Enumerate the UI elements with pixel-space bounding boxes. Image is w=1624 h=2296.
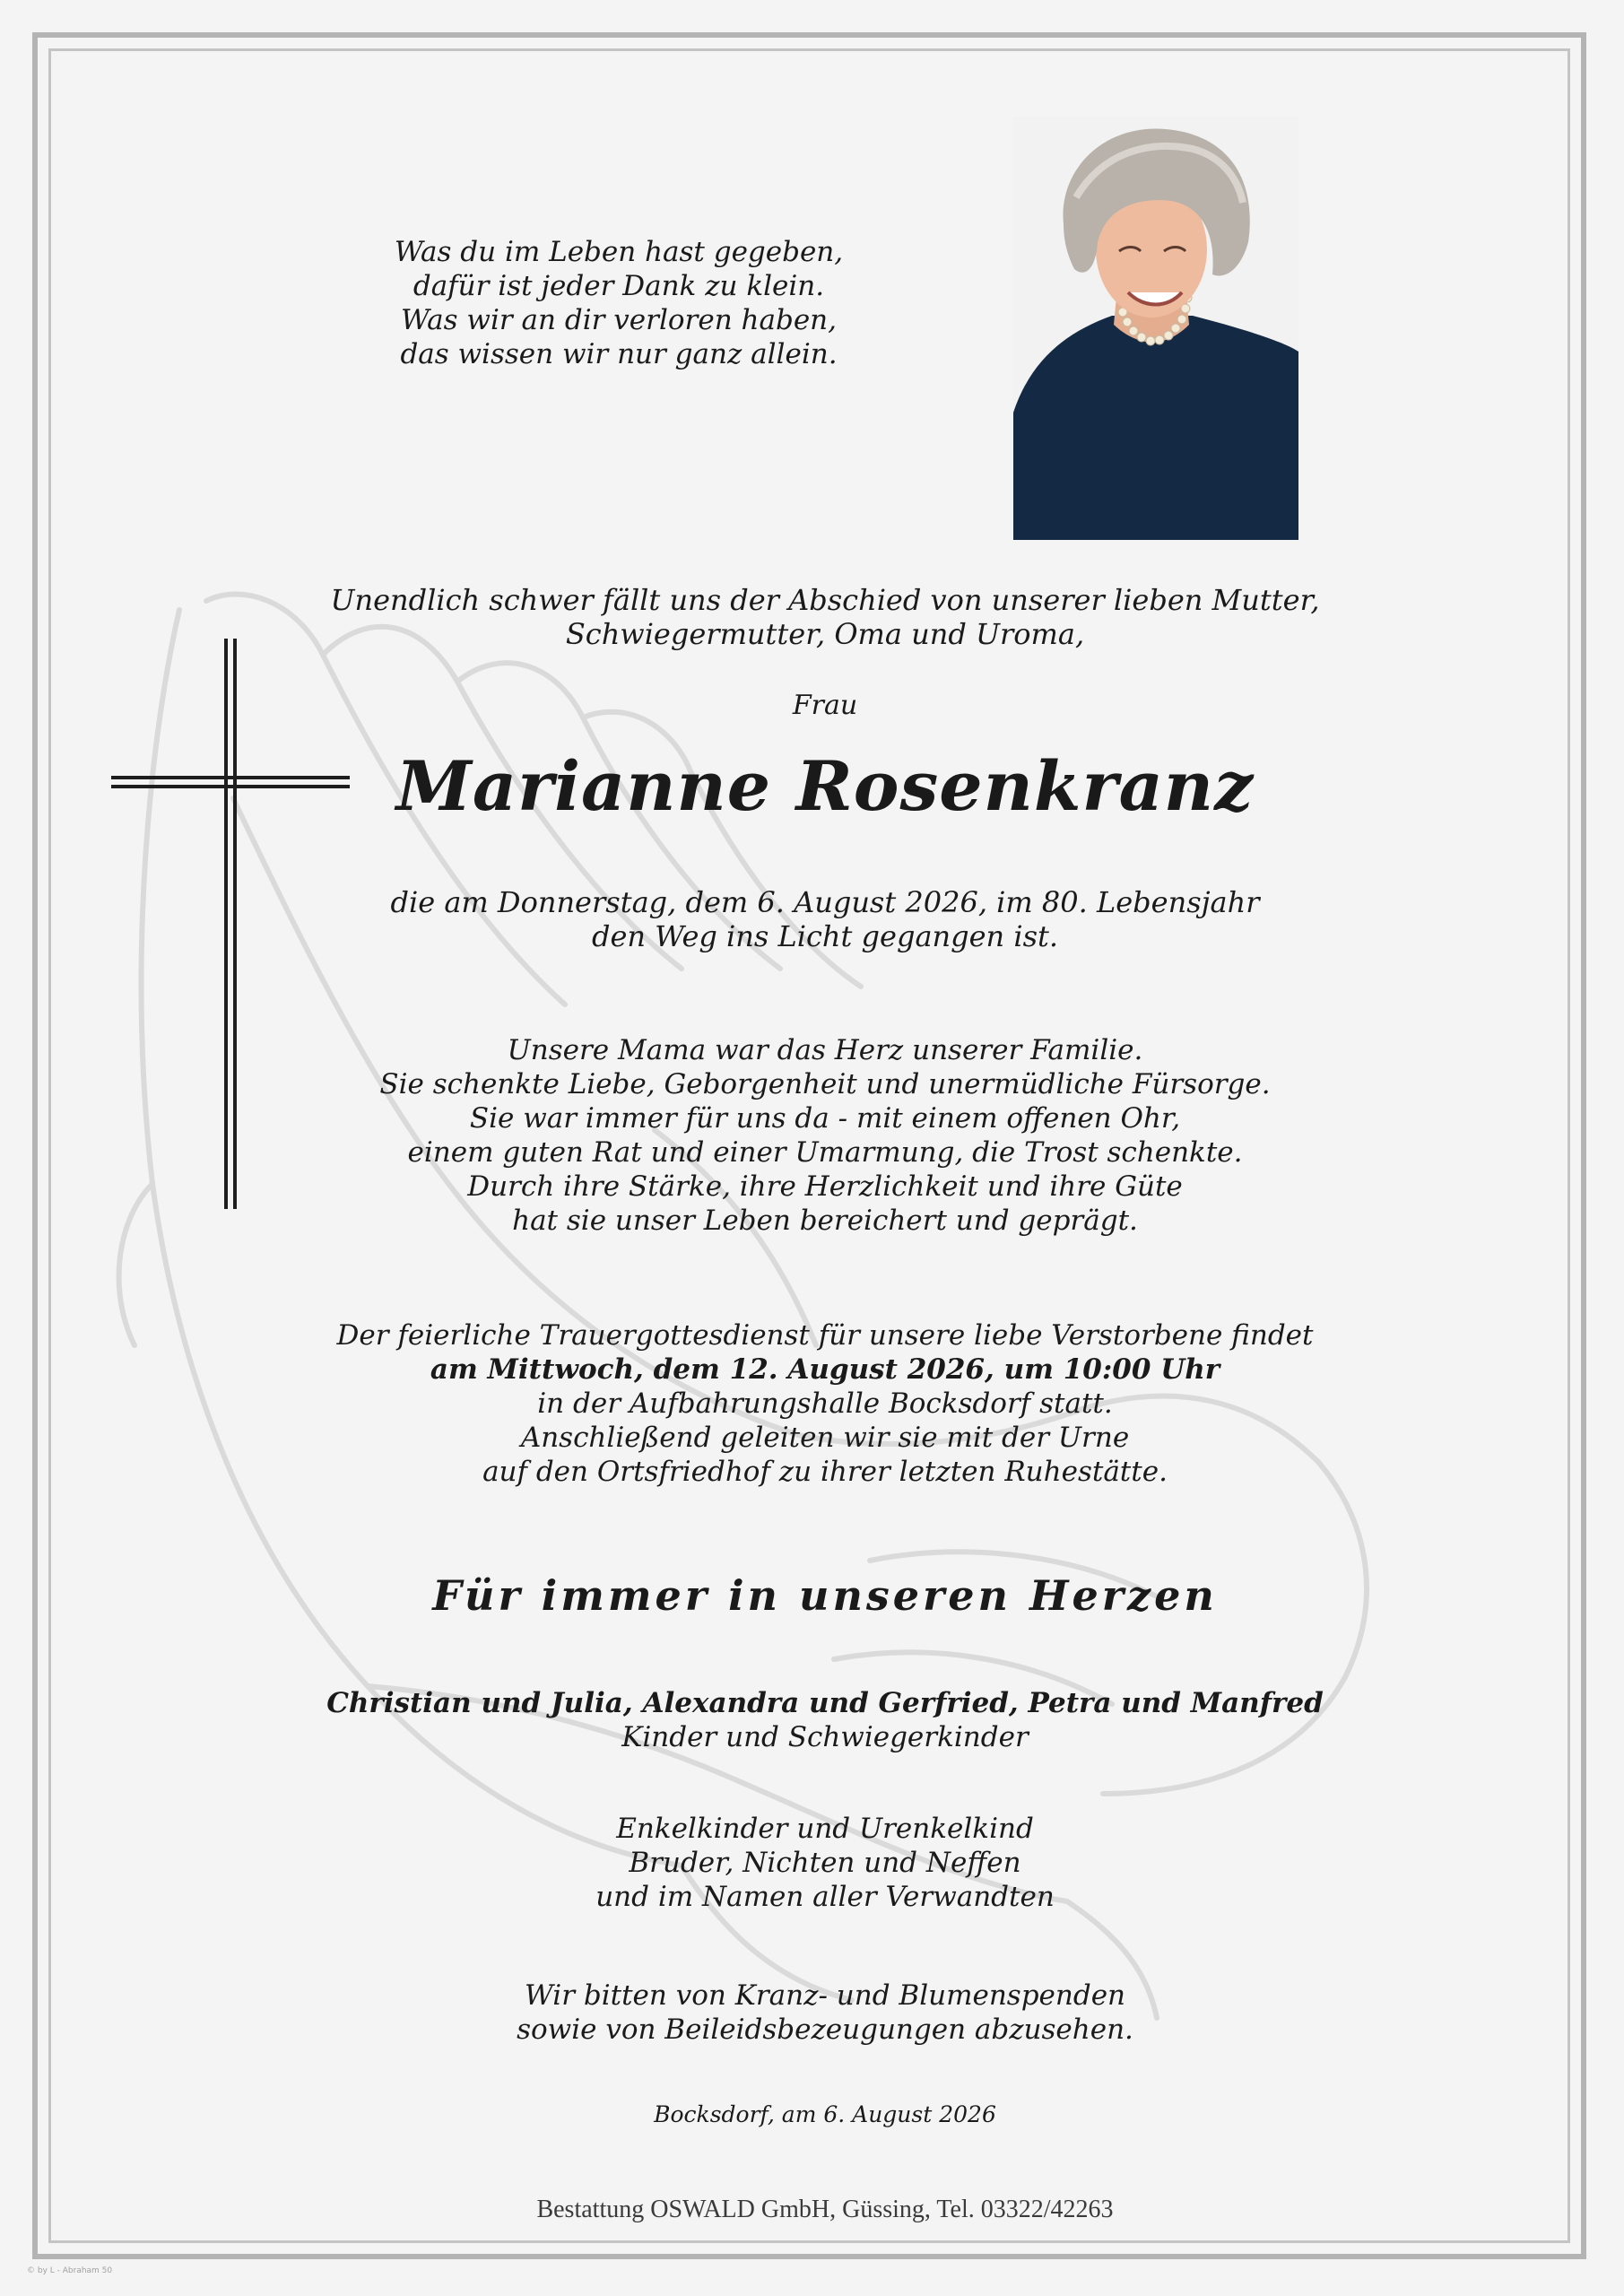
- service-date-time: am Mittwoch, dem 12. August 2026, um 10:00 Uhr: [430, 1353, 1220, 1386]
- intro-text: [296, 583, 1354, 651]
- children-names: Christian und Julia, Alexandra und Gerfried, Petra und Manfred: [326, 1687, 1324, 1719]
- salutation: Frau: [792, 690, 858, 721]
- request-line: sowie von Beileidsbezeugungen abzusehen.: [517, 2013, 1133, 2046]
- death-notice-line: die am Donnerstag, dem 6. August 2026, im 80. Lebensjahr: [390, 885, 1260, 919]
- death-notice: [296, 885, 1354, 953]
- portrait-photo: [1013, 117, 1298, 540]
- service-line: auf den Ortsfriedhof zu ihrer letzten Ruhestätte.: [482, 1456, 1168, 1488]
- death-notice-line: den Weg ins Licht gegangen ist.: [591, 919, 1059, 953]
- poem-line: Was du im Leben hast gegeben,: [394, 236, 844, 268]
- tribute-line: Durch ihre Stärke, ihre Herzlichkeit und ihre Güte: [467, 1170, 1183, 1203]
- mourner-line: und im Namen aller Verwandten: [595, 1881, 1055, 1913]
- intro-line: Unendlich schwer fällt uns der Abschied von unserer lieben Mutter,: [330, 583, 1320, 617]
- poem-line: das wissen wir nur ganz allein.: [400, 338, 838, 370]
- donation-request: [296, 1979, 1354, 2047]
- service-line: in der Aufbahrungshalle Bocksdorf statt.: [537, 1387, 1113, 1420]
- tribute-line: hat sie unser Leben bereichert und geprägt.: [512, 1205, 1138, 1237]
- children-mourners: [296, 1686, 1354, 1754]
- poem-line: Was wir an dir verloren haben,: [401, 304, 837, 336]
- other-mourners: [296, 1812, 1354, 1914]
- mourner-line: Enkelkinder und Urenkelkind: [616, 1813, 1034, 1845]
- funeral-service-info: [296, 1318, 1354, 1489]
- tribute-line: einem guten Rat und einer Umarmung, die Trost schenkte.: [407, 1136, 1243, 1169]
- service-line: Der feierliche Trauergottesdienst für unsere liebe Verstorbene findet: [336, 1319, 1314, 1352]
- image-credit: © by L - Abraham 50: [27, 2266, 113, 2275]
- tribute-line: Unsere Mama war das Herz unserer Familie.: [507, 1034, 1143, 1066]
- funeral-home-footer: Bestattung OSWALD GmbH, Güssing, Tel. 03322/42263: [536, 2196, 1114, 2223]
- poem-line: dafür ist jeder Dank zu klein.: [413, 270, 825, 302]
- mourner-line: Bruder, Nichten und Neffen: [629, 1847, 1021, 1879]
- deceased-name: Marianne Rosenkranz: [395, 746, 1255, 826]
- tribute-line: Sie war immer für uns da - mit einem offenen Ohr,: [469, 1102, 1181, 1135]
- intro-line: Schwiegermutter, Oma und Uroma,: [565, 617, 1085, 651]
- service-line: Anschließend geleiten wir sie mit der Urne: [520, 1422, 1130, 1454]
- motto-heading: Für immer in unseren Herzen: [432, 1571, 1218, 1620]
- request-line: Wir bitten von Kranz- und Blumenspenden: [524, 1979, 1126, 2012]
- memorial-poem: [341, 235, 897, 371]
- tribute-text: [296, 1033, 1354, 1238]
- tribute-line: Sie schenkte Liebe, Geborgenheit und unermüdliche Fürsorge.: [379, 1068, 1271, 1100]
- place-and-date: Bocksdorf, am 6. August 2026: [654, 2101, 996, 2127]
- children-role: Kinder und Schwiegerkinder: [621, 1721, 1029, 1753]
